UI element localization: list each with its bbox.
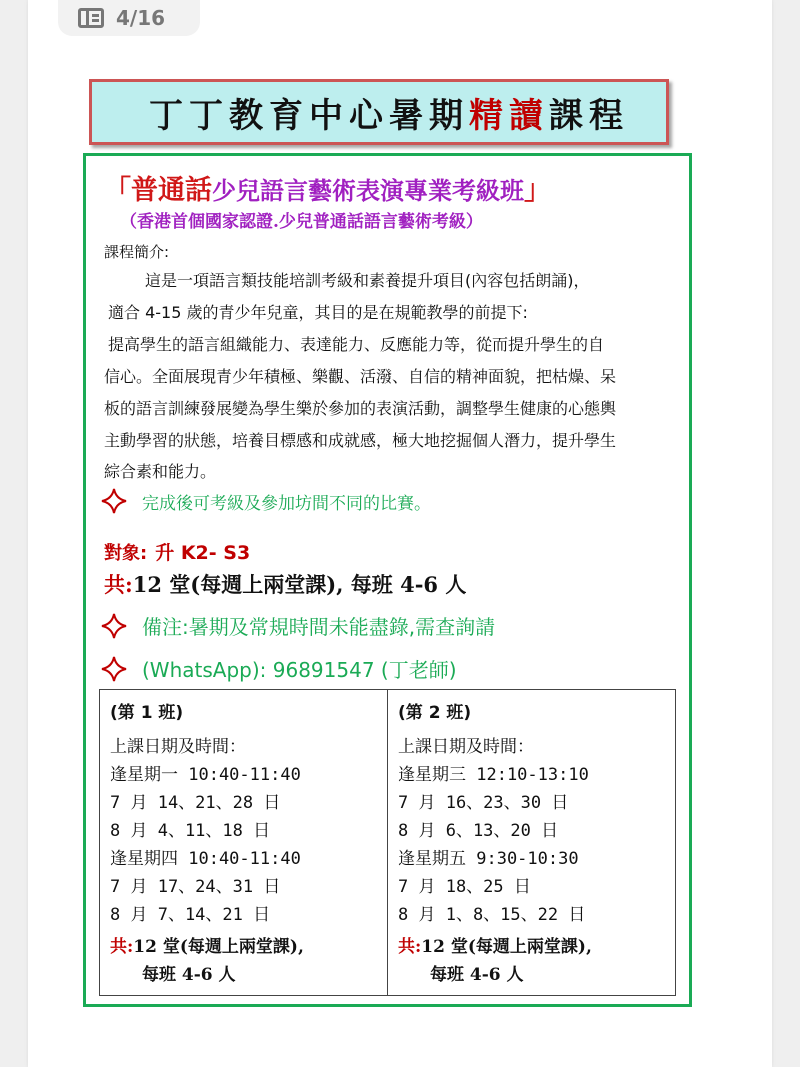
note-remark: [100, 611, 495, 640]
target-grade: 升 K2- S3: [155, 542, 251, 564]
sparkle-icon: [100, 655, 128, 683]
schedule-line: 上課日期及時間：: [110, 737, 246, 757]
class-total-label: 共:: [398, 937, 422, 957]
page-title: [149, 88, 629, 137]
schedule-line: 7 月 18、25 日: [398, 877, 531, 897]
title-highlight: 精讀: [469, 95, 549, 136]
schedule-table: [99, 689, 676, 996]
title-part1: 丁丁教育中心暑期: [149, 95, 469, 136]
schedule-line: 逢星期五 9:30-10:30: [398, 849, 579, 869]
target-audience: [104, 538, 250, 565]
page-icon: [78, 8, 104, 28]
course-subheading: （香港首個國家認證.少兒普通話語言藝術考級）: [120, 212, 483, 232]
class-total-text: 12 堂(每週上兩堂課),: [133, 937, 304, 957]
body-line: 綜合素和能力。: [104, 462, 217, 481]
class-total-size: 每班 4-6 人: [142, 965, 236, 985]
class-1-column: [100, 690, 387, 995]
total-lessons: [104, 569, 466, 599]
page-number: 4/16: [116, 6, 166, 30]
class-total-text: 12 堂(每週上兩堂課),: [421, 937, 592, 957]
class-total: [398, 933, 675, 989]
heading-purple: 少兒語言藝術表演專業考級班: [212, 176, 524, 205]
class-total-label: 共:: [110, 937, 134, 957]
remark-text: 備注:暑期及常規時間未能盡錄,需查詢請: [142, 615, 496, 639]
schedule-line: 逢星期四 10:40-11:40: [110, 849, 301, 869]
schedule-line: 8 月 7、14、21 日: [110, 905, 271, 925]
body-line: 適合 4-15 歲的青少年兒童，其目的是在規範教學的前提下:: [108, 303, 528, 322]
class-title: (第 2 班): [398, 703, 472, 723]
body-line: 主動學習的狀態，培養目標感和成就感，極大地挖掘個人潛力，提升學生: [104, 431, 617, 450]
schedule-line: 8 月 1、8、15、22 日: [398, 905, 586, 925]
contact-text[interactable]: (WhatsApp): 96891547 (丁老師): [142, 658, 457, 682]
note-contact: [100, 654, 457, 683]
title-part2: 課程: [549, 95, 629, 136]
class-total-size: 每班 4-6 人: [430, 965, 524, 985]
target-label: 對象:: [104, 543, 148, 564]
schedule-line: 7 月 16、23、30 日: [398, 793, 569, 813]
sparkle-icon: [100, 487, 128, 515]
title-banner: [89, 79, 669, 145]
schedule-line: 逢星期三 12:10-13:10: [398, 765, 589, 785]
course-heading: [104, 168, 551, 207]
class-total: [110, 933, 387, 989]
page-indicator[interactable]: [58, 0, 200, 36]
total-label: 共:: [104, 572, 133, 597]
schedule-line: 7 月 14、21、28 日: [110, 793, 281, 813]
body-line: 提高學生的語言組織能力、表達能力、反應能力等，從而提升學生的自: [108, 335, 605, 354]
schedule-line: 7 月 17、24、31 日: [110, 877, 281, 897]
note-exam: [100, 487, 431, 515]
body-line: 信心。全面展現青少年積極、樂觀、活潑、自信的精神面貌，把枯燥、呆: [104, 367, 617, 386]
heading-close: 」: [524, 175, 551, 206]
class-title: (第 1 班): [110, 703, 184, 723]
schedule-line: 8 月 4、11、18 日: [110, 821, 271, 841]
intro-label: 課程簡介:: [104, 243, 170, 261]
total-text: 12 堂(每週上兩堂課), 每班 4-6 人: [132, 572, 467, 597]
schedule-line: 上課日期及時間：: [398, 737, 534, 757]
heading-open: 「普通話: [104, 175, 212, 206]
schedule-line: 8 月 6、13、20 日: [398, 821, 559, 841]
sparkle-icon: [100, 612, 128, 640]
class-2-column: [387, 690, 675, 995]
exam-note-text: 完成後可考級及參加坊間不同的比賽。: [142, 493, 431, 514]
schedule-line: 逢星期一 10:40-11:40: [110, 765, 301, 785]
body-line: 板的語言訓練發展變為學生樂於參加的表演活動，調整學生健康的心態輿: [104, 399, 617, 418]
body-line: 這是一項語言類技能培訓考級和素養提升項目(內容包括朗誦)，: [145, 271, 590, 290]
